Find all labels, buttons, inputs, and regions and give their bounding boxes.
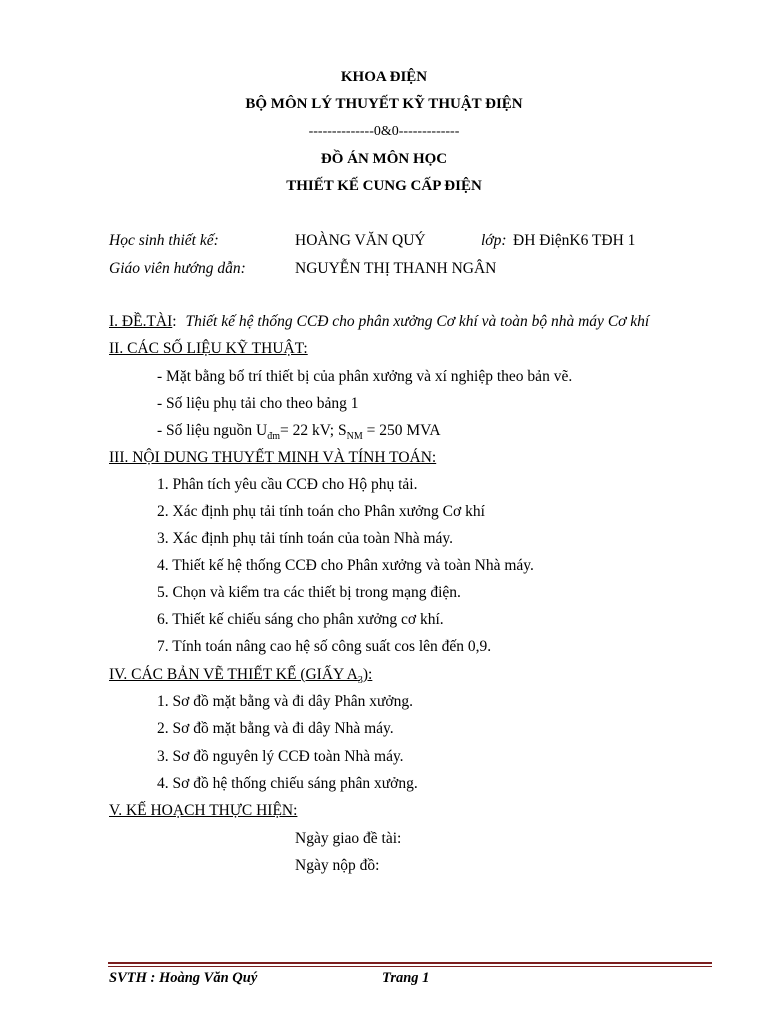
section3-item: 1. Phân tích yêu cầu CCĐ cho Hộ phụ tải.	[157, 476, 418, 493]
section3-item: 5. Chọn và kiểm tra các thiết bị trong mạng điện.	[157, 584, 461, 601]
department-title: BỘ MÔN LÝ THUYẾT KỸ THUẬT ĐIỆN	[245, 96, 523, 112]
subject-title: THIẾT KẾ CUNG CẤP ĐIỆN	[286, 178, 482, 194]
assign-date-label: Ngày giao đề tài:	[295, 830, 402, 847]
submit-date-label: Ngày nộp đồ:	[295, 857, 380, 874]
section4-title-suffix: ):	[362, 666, 373, 683]
student-label: Học sinh thiết kế:	[109, 232, 219, 249]
student-name: HOÀNG VĂN QUÝ	[295, 232, 426, 249]
section3-item: 7. Tính toán nâng cao hệ số công suất cos lên đến 0,9.	[157, 638, 492, 655]
section3-item: 6. Thiết kế chiếu sáng cho phân xưởng cơ khí.	[157, 611, 444, 628]
section4-title-prefix: IV. CÁC BẢN VẼ THIẾT KẾ (GIẤY A	[109, 666, 358, 683]
source-data-line	[157, 422, 441, 442]
separator: --------------0&0-------------	[308, 124, 460, 139]
section4-item: 2. Sơ đồ mặt bằng và đi dây Nhà máy.	[157, 720, 394, 737]
section3-item: 2. Xác định phụ tải tính toán cho Phân xưởng Cơ khí	[157, 503, 485, 520]
section3-title: III. NỘI DUNG THUYẾT MINH VÀ TÍNH TOÁN:	[109, 449, 437, 466]
footer-page-number: Trang 1	[382, 970, 430, 986]
s-subscript: NM	[346, 431, 363, 443]
section4-item: 4. Sơ đồ hệ thống chiếu sáng phân xưởng.	[157, 775, 418, 792]
section2-title: II. CÁC SỐ LIỆU KỸ THUẬT:	[109, 340, 308, 357]
footer-author: SVTH : Hoàng Văn Quý	[109, 970, 258, 986]
s-value: = 250 MVA	[362, 422, 441, 439]
source-prefix: - Số liệu nguồn U	[157, 422, 268, 439]
section1-title: I. ĐỀ.TÀI	[109, 313, 173, 330]
class-label: lớp:	[481, 232, 507, 249]
section1-colon: :	[172, 313, 177, 330]
advisor-name: NGUYỄN THỊ THANH NGÂN	[295, 260, 497, 277]
class-value: ĐH ĐiệnK6 TĐH 1	[513, 232, 636, 249]
section2-item: - Số liệu phụ tải cho theo bảng 1	[157, 395, 359, 412]
section3-item: 4. Thiết kế hệ thống CCĐ cho Phân xưởng và toàn Nhà máy.	[157, 557, 534, 574]
u-value: = 22 kV; S	[280, 422, 347, 439]
faculty-title: KHOA ĐIỆN	[340, 69, 428, 85]
advisor-label: Giáo viên hướng dẫn:	[109, 260, 246, 277]
section4-title-sub: 3	[357, 675, 363, 687]
section4-item: 3. Sơ đồ nguyên lý CCĐ toàn Nhà máy.	[157, 748, 404, 765]
u-subscript: đm	[267, 431, 280, 443]
footer-rule-thin	[108, 966, 712, 967]
section2-item: - Mặt bằng bố trí thiết bị của phân xưởng và xí nghiệp theo bản vẽ.	[157, 368, 573, 385]
doc-type-title: ĐỒ ÁN MÔN HỌC	[320, 151, 448, 167]
section1-topic: Thiết kế hệ thống CCĐ cho phân xưởng Cơ khí và toàn bộ nhà máy Cơ khí	[185, 313, 650, 330]
footer-rule	[108, 962, 712, 964]
section5-title: V. KẾ HOẠCH THỰC HIỆN:	[109, 802, 298, 819]
section4-item: 1. Sơ đồ mặt bằng và đi dây Phân xưởng.	[157, 693, 413, 710]
section4-title	[109, 666, 372, 686]
section1-row	[109, 313, 649, 331]
section3-item: 3. Xác định phụ tải tính toán của toàn Nhà máy.	[157, 530, 453, 547]
